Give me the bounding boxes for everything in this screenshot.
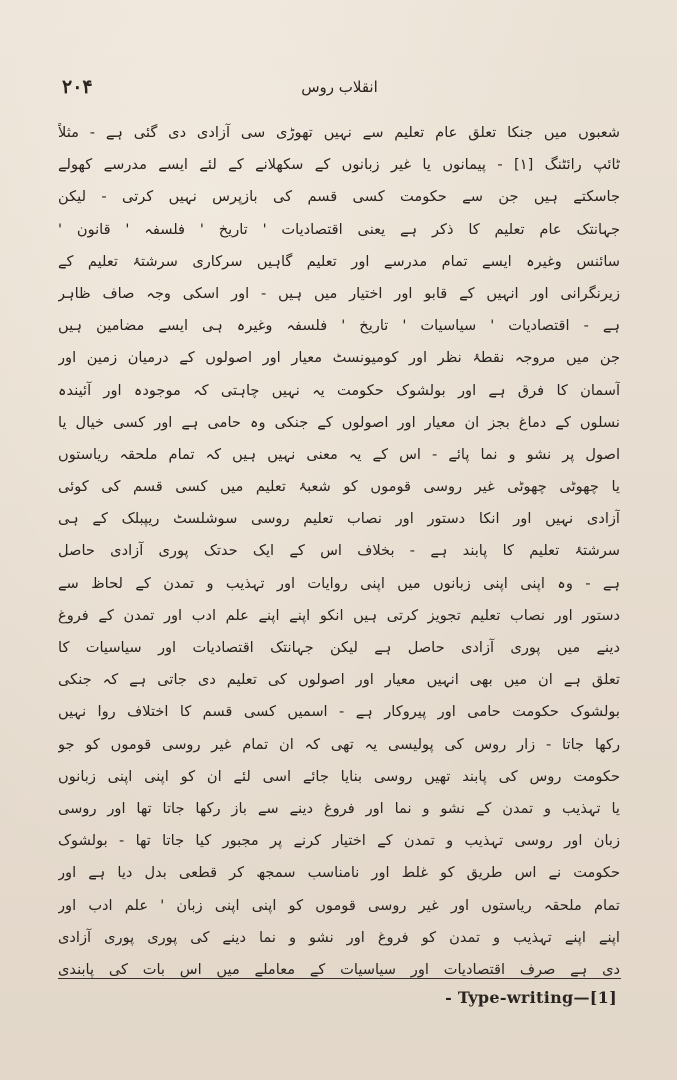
footnote-divider	[58, 978, 621, 979]
text-line: زیرنگرانی اور انہیں کے قابو اور اختیار میں ہیں - اور اسکی وجہ صاف ظاہر	[58, 284, 620, 302]
running-title: انقلاب روس	[301, 78, 378, 96]
text-line: سرشتۂ تعلیم کا پابند ہے - بخلاف اس کے ایک حدتک پوری آزادی حاصل	[58, 542, 620, 560]
text-line: جاسکتے ہیں جن سے حکومت کسی قسم کی بازپرس نہیں کرتی - لیکن	[58, 188, 620, 206]
text-line: یا تہذیب و تمدن کے نشو و نما اور فروغ دینے سے باز رکھا جاتا تھا اور روسی	[58, 799, 620, 817]
text-line: اپنے اپنے تہذیب و تمدن کو فروغ اور نشو و نما دینے کی پوری پوری آزادی	[58, 928, 620, 946]
text-line: بولشوک حکومت حامی اور پیروکار ہے - اسمیں کسی قسم کا اختلاف روا نہیں	[58, 703, 620, 721]
text-line: تعلق ہے ان میں بھی انہیں معیار اور اصولوں کی تعلیم دی جاتی ہے کہ جنکی	[58, 671, 620, 689]
text-line: جن میں مروجہ نقطۂ نظر اور کومیونسٹ معیار اور اصولوں کے درمیان زمین اور	[58, 349, 620, 367]
body-text	[58, 117, 620, 986]
text-line: ٹائپ رائٹنگ [۱] - پیمانوں یا غیر زبانوں کے سکھلانے کے لئے ایسے مدرسے کھولے	[58, 156, 620, 174]
text-line: حکومت روس کی پابند تھیں روسی بنایا جائے اسی لئے ان کو اپنی اپنی زبانوں	[58, 767, 620, 785]
text-line: تمام ملحقہ ریاستوں اور غیر روسی قوموں کو اپنی اپنی زبان ' علم ادب اور	[58, 896, 620, 914]
text-line: دستور اور نصاب تعلیم تجویز کرتی ہیں انکو اپنے اپنے علم ادب اور تمدن کے فروغ	[58, 606, 620, 624]
text-line: آسمان کا فرق ہے اور بولشوک حکومت یہ نہیں چاہتی کہ موجودہ اور آئیندہ	[58, 381, 620, 399]
page-number: ۲۰۴	[62, 76, 93, 98]
text-line: ہے - وہ اپنی اپنی زبانوں میں اپنی روایات اور تہذیب و تمدن کے لحاظ سے	[58, 574, 620, 592]
text-line: ہے - اقتصادیات ' سیاسیات ' تاریخ ' فلسفہ وغیرہ ہی ایسے مضامین ہیں	[58, 317, 620, 335]
page-header	[62, 68, 617, 108]
text-line: اصول پر نشو و نما پائے - اس کے یہ معنی نہیں ہیں کہ تمام ملحقہ ریاستوں	[58, 445, 620, 463]
text-line: جہانتک عام تعلیم کا ذکر ہے یعنی اقتصادیات ' تاریخ ' فلسفہ ' قانون '	[58, 220, 620, 238]
text-line: یا چھوٹی چھوٹی غیر روسی قوموں کو شعبۂ تعلیم میں کسی قسم کی کوئی	[58, 478, 620, 496]
text-line: سائنس وغیرہ ایسے تمام مدرسے اور تعلیم گاہیں سرکاری سرشتۂ تعلیم کے	[58, 252, 620, 270]
text-line: شعبوں میں جنکا تعلق عام تعلیم سے نہیں تھوڑی سی آزادی دی گئی ہے - مثلاً	[58, 124, 620, 141]
text-line: رکھا جاتا - زار روس کی پولیسی یہ تھی کہ ان تمام غیر روسی قوموں کو جو	[58, 735, 620, 753]
text-line: حکومت نے اس طریق کو غلط اور نامناسب سمجھ کر قطعی بدل دیا ہے اور	[58, 864, 620, 882]
text-line: زبان اور روسی تہذیب و تمدن کے اختیار کرنے پر مجبور کیا جاتا تھا - بولشوک	[58, 832, 620, 850]
text-line: نسلوں کے دماغ بجز ان معیار اور اصولوں کے جنکی وہ حامی ہے اور کسی خیال یا	[58, 413, 620, 431]
text-line: دی ہے صرف اقتصادیات اور سیاسیات کے معاملے میں اس بات کی پابندی	[58, 960, 620, 978]
footnote: - Type-writing—[1]	[445, 988, 617, 1007]
text-line: آزادی نہیں اور انکا دستور اور نصاب تعلیم روسی سوشلسٹ ریپبلک کے ہی	[58, 510, 620, 528]
text-line: دینے میں پوری آزادی حاصل ہے لیکن جہانتک اقتصادیات اور سیاسیات کا	[58, 639, 620, 656]
